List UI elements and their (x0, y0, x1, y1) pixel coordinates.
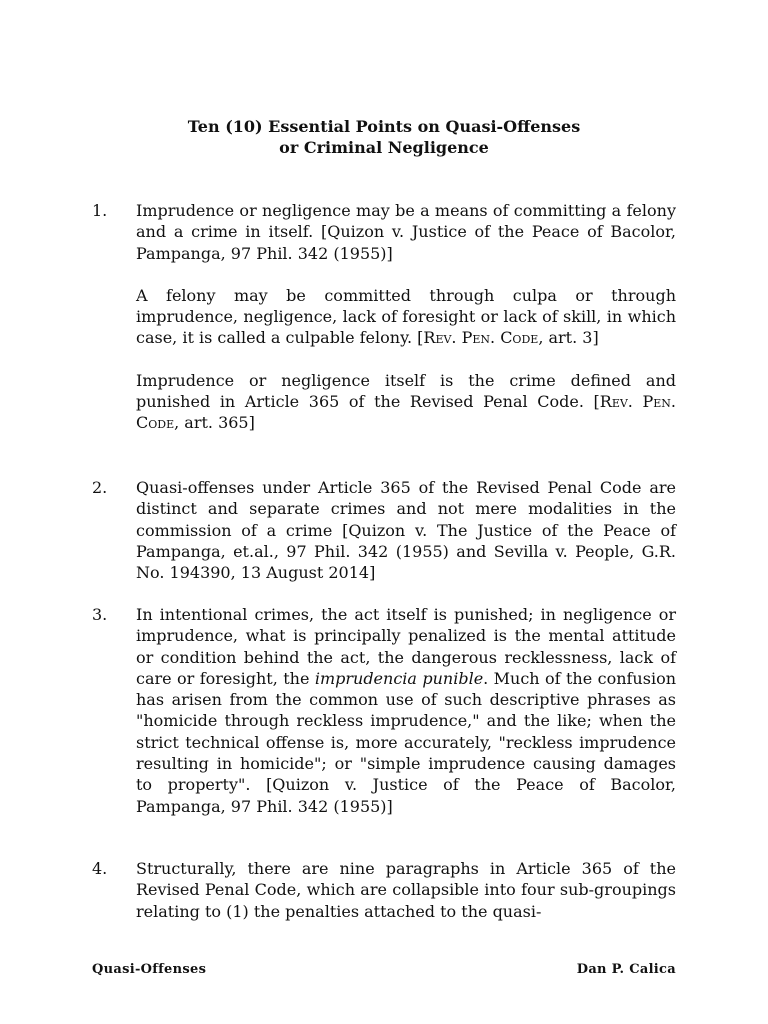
paragraph-text: A felony may be committed through culpa or through imprudence, negligence, lack of foresight or lack of skill, in which case, it is called a culpable felony. [ (136, 285, 676, 348)
paragraph-text: Imprudence or negligence itself is the crime defined and punished in Article 365 of the Revised Penal Code. [ (136, 370, 676, 412)
paragraph-text: In intentional crimes, the act itself is punished; in negligence or imprudence, what is principally penalized is the mental attitude or condition behind the act, the dangerous recklessness, lack of care or foresight, the (136, 605, 676, 688)
statute-citation: Rev. Pen. Code (136, 392, 676, 433)
paragraph-text: , art. 3] (538, 328, 599, 348)
statute-citation: Rev. Pen. Code (423, 328, 539, 348)
footer-title: Quasi-Offenses (92, 962, 207, 977)
paragraph (136, 604, 676, 817)
item-number: 3. (92, 605, 108, 624)
paragraph (136, 285, 676, 349)
paragraph: Imprudence or negligence may be a means of committing a felony and a crime in itself. [Quizon v. Justice of the Peace of Bacolor, Pampanga, 97 Phil. 342 (1955)] (136, 201, 676, 263)
paragraph (136, 370, 676, 434)
latin-term: imprudencia punible (314, 668, 484, 688)
item-number: 4. (92, 859, 108, 878)
paragraph-text: . Much of the confusion has arisen from the common use of such descriptive phrases as "homicide through reckless imprudence," and the like; when the strict technical offense is, more accurately, "reckless imprudence resulting in homicide"; or "simple imprudence causing damages to property". [Quizon v. Justice of the Peace of Bacolor, Pampanga, 97 Phil. 342 (1955)] (136, 668, 676, 816)
item-body (136, 604, 676, 817)
item-body (136, 858, 676, 922)
title-line-1: Ten (10) Essential Points on Quasi-Offenses (187, 117, 581, 136)
document-title (0, 116, 768, 158)
item-body (136, 200, 676, 434)
paragraph: Structurally, there are nine paragraphs in Article 365 of the Revised Penal Code, which are collapsible into four sub-groupings relating to (1) the penalties attached to the quasi- (136, 859, 676, 921)
paragraph-text: , art. 365] (174, 413, 255, 433)
title-line-2: or Criminal Negligence (279, 138, 489, 157)
paragraph: Quasi-offenses under Article 365 of the Revised Penal Code are distinct and separate crimes and not mere modalities in the commission of a crime [Quizon v. The Justice of the Peace of Pampanga, et.al., 97 Phil. 342 (1955) and Sevilla v. People, G.R. No. 194390, 13 August 2014] (136, 478, 676, 583)
footer-author: Dan P. Calica (576, 962, 676, 977)
item-number: 2. (92, 478, 108, 497)
item-number: 1. (92, 201, 108, 220)
item-body (136, 477, 676, 583)
